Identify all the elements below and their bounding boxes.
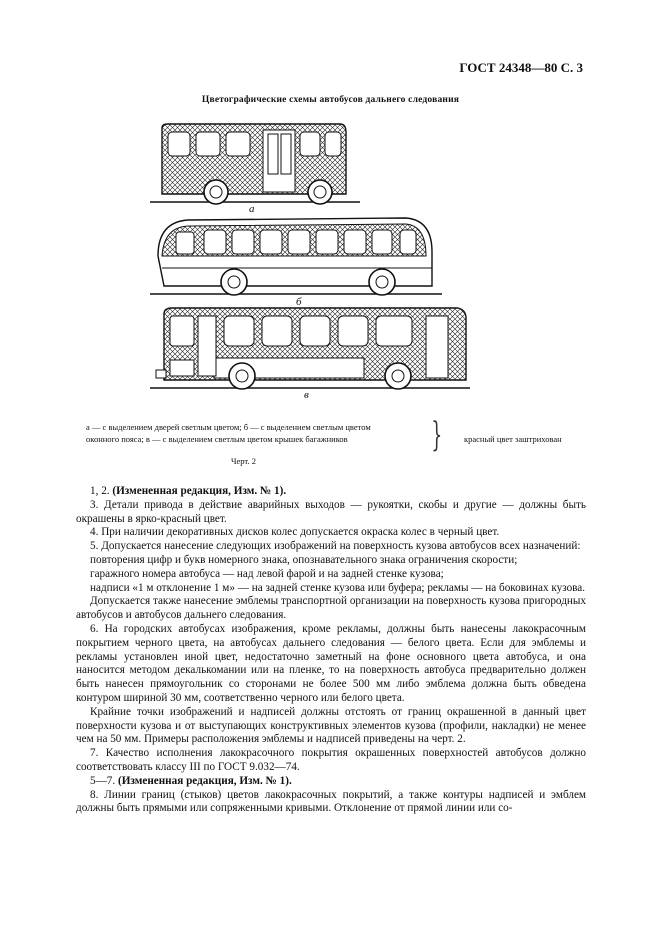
paragraph-text: Качество исполнения лакокрасочного покрытия окрашенных поверхностей автобусов должно соответствовать классу III по ГОСТ 9.032—74. (76, 747, 587, 773)
paragraph-number: 1, 2. (90, 485, 110, 497)
paragraph (76, 595, 586, 623)
figure-title: Цветографические схемы автобусов дальнего следования (201, 95, 460, 105)
paragraph (76, 623, 586, 706)
figure-legend (86, 421, 426, 445)
paragraph (76, 582, 586, 596)
page-header: ГОСТ 24348—80 С. 3 (459, 60, 583, 75)
brace-glyph: } (431, 415, 443, 455)
legend-line-2: оконного пояса; в — с выделением светлым цветом крышек багажников (86, 434, 348, 444)
paragraph-bold: (Измененная редакция, Изм. № 1). (117, 774, 292, 787)
legend-line-1: а — с выделением дверей светлым цветом; б — с выделением светлым цветом (86, 422, 371, 432)
paragraph-number: 6. (90, 622, 99, 635)
paragraph-number: 5. (90, 540, 99, 553)
bus-diagram-c (150, 304, 470, 396)
paragraph-text: Крайние точки изображений и надписей должны отстоять от границ окрашенной в данный цвет поверхности кузова и от выступающих конструктивных элементов кузова (профили, накладки) не менее чем на 50 мм. Примеры расположения эмблемы и надписей приведены на черт. 2. (76, 705, 586, 746)
paragraph (76, 706, 586, 747)
paragraph-bold: (Измененная редакция, Изм. № 1). (112, 485, 287, 497)
bus-label-c: в (304, 389, 309, 401)
bus-diagram-b (150, 212, 442, 304)
paragraph-text: надписи «1 м отклонение 1 м» — на задней стенке кузова или буфера; рекламы — на боковинах кузова. (90, 581, 586, 594)
paragraph (76, 554, 586, 568)
paragraph-number: 5—7. (90, 774, 116, 787)
paragraph (76, 775, 586, 789)
paragraph-number: 4. (90, 526, 99, 539)
paragraph-number: 7. (90, 747, 99, 760)
legend-hatch-note: красный цвет заштрихован (464, 434, 562, 444)
body-text (76, 485, 586, 816)
paragraph (76, 747, 586, 775)
paragraph-text: Допускается также нанесение эмблемы транспортной организации на поверхность кузова пригородных автобусов и автобусов дальнего следования. (76, 595, 586, 622)
bus-diagram-a (150, 120, 360, 210)
paragraph (76, 499, 586, 527)
paragraph-number: 3. (90, 498, 99, 511)
paragraph-text: Детали привода в действие аварийных выходов — рукоятки, скобы и другие — должны быть окрашены в ярко-красный цвет. (76, 498, 587, 525)
paragraph-text: гаражного номера автобуса — над левой фарой и на задней стенке кузова; (90, 567, 444, 580)
paragraph (76, 540, 586, 554)
paragraph (76, 568, 586, 582)
bus-label-b: б (296, 296, 302, 308)
figure-caption: Черт. 2 (231, 456, 257, 466)
paragraph (76, 485, 586, 499)
paragraph-text: повторения цифр и букв номерного знака, опознавательного знака ограничения скорости; (90, 553, 518, 566)
bus-label-a: а (249, 203, 255, 215)
paragraph-text: Допускается нанесение следующих изображений на поверхность кузова автобусов всех назначений: (101, 540, 581, 553)
paragraph-text: При наличии декоративных дисков колес допускается окраска колес в черный цвет. (101, 526, 500, 539)
paragraph-number: 8. (90, 788, 99, 801)
paragraph (76, 526, 586, 540)
paragraph-text: На городских автобусах изображения, кроме рекламы, должны быть нанесены лакокрасочным покрытием черного цвета, на автобусах дальнего следования — белого цвета. Если для эмблемы и рекламы установлен иной цвет, недостаточно заметный на фоне основного цвета автобуса, и она наносится методом декалькомании или на пленке, то на поверхность автобуса предварительно должен быть нанесен прямоугольник со сторонами не более 500 мм либо эмблема должна быть обведена контуром шириной 30 мм, соответственно черного или белого цвета. (76, 622, 586, 704)
paragraph (76, 789, 586, 817)
paragraph-text: Линии границ (стыков) цветов лакокрасочных покрытий, а также контуры надписей и эмблем должны быть прямыми или сопряженными кривыми. Отклонение от прямой линии или со- (76, 788, 586, 815)
